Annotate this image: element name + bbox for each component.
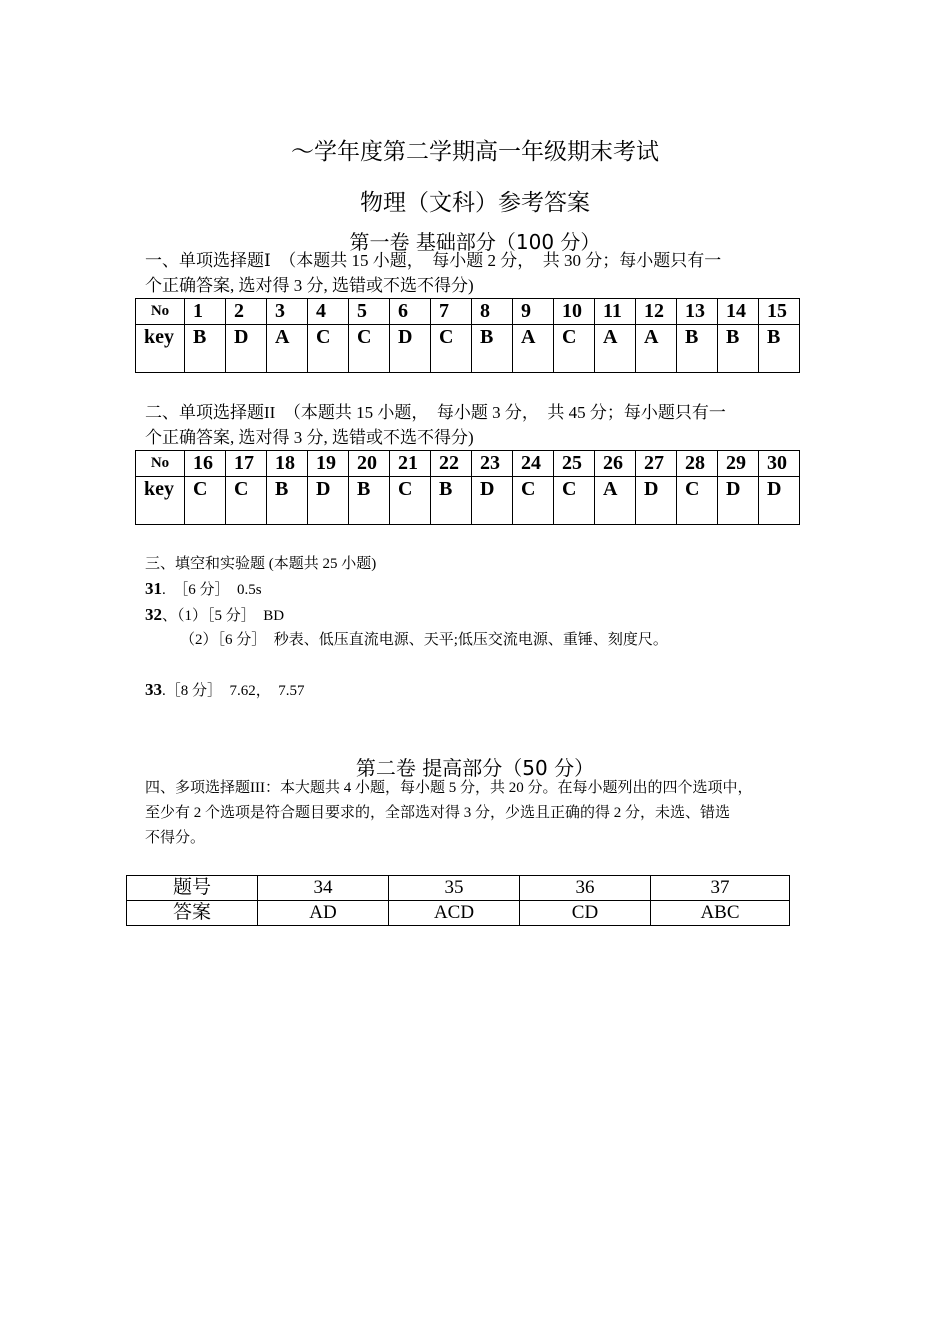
answer-cell: A — [636, 325, 677, 373]
question-number-label: 题号 — [127, 876, 258, 901]
answer-cell: D — [759, 477, 800, 525]
section2-line1: 二、单项选择题II （本题共 15 小题， 每小题 3 分， 共 45 分；每小题只有一 — [145, 403, 726, 422]
question-number: 1 — [185, 299, 226, 325]
exam-title: ～学年度第二学期高一年级期末考试 — [291, 139, 659, 165]
question-number: 27 — [636, 451, 677, 477]
answer-cell: B — [677, 325, 718, 373]
q33-text: .［8 分］ 7.62， 7.57 — [162, 683, 305, 699]
answer-cell: D — [226, 325, 267, 373]
answer-cell: B — [185, 325, 226, 373]
question-32-part2: （2）［6 分］ 秒表、低压直流电源、天平;低压交流电源、重锤、刻度尺。 — [180, 632, 668, 648]
question-number: 19 — [308, 451, 349, 477]
part2-heading: 第二卷 提高部分（50 分） — [355, 756, 595, 780]
section4-line2: 至少有 2 个选项是符合题目要求的，全部选对得 3 分，少选且正确的得 2 分，未选、错选 — [145, 805, 731, 821]
answer-cell: D — [718, 477, 759, 525]
no-label: No — [136, 451, 185, 477]
answer-cell: C — [349, 325, 390, 373]
section1-line1: 一、单项选择题Ⅰ （本题共 15 小题， 每小题 2 分， 共 30 分；每小题只有一 — [145, 251, 722, 270]
answer-cell: A — [595, 325, 636, 373]
no-label: No — [136, 299, 185, 325]
answer-cell: C — [431, 325, 472, 373]
answer-cell: ABC — [651, 901, 790, 926]
section1-line2: 个正确答案, 选对得 3 分, 选错或不选不得分) — [145, 276, 474, 295]
question-number: 26 — [595, 451, 636, 477]
question-number: 20 — [349, 451, 390, 477]
question-number: 34 — [258, 876, 389, 901]
question-number: 8 — [472, 299, 513, 325]
question-number: 36 — [520, 876, 651, 901]
key-label: key — [136, 477, 185, 525]
question-number: 6 — [390, 299, 431, 325]
answer-cell: B — [718, 325, 759, 373]
answer-cell: C — [226, 477, 267, 525]
section4-instructions — [145, 776, 825, 851]
section4-answer-table — [126, 875, 790, 926]
answer-cell: C — [677, 477, 718, 525]
section2-line2: 个正确答案, 选对得 3 分, 选错或不选不得分) — [145, 428, 474, 447]
answer-cell: A — [513, 325, 554, 373]
section1-answer-table — [135, 298, 800, 373]
question-number: 11 — [595, 299, 636, 325]
answer-cell: C — [554, 477, 595, 525]
answer-cell: D — [636, 477, 677, 525]
question-number: 22 — [431, 451, 472, 477]
question-number: 24 — [513, 451, 554, 477]
answer-cell: CD — [520, 901, 651, 926]
answer-cell: B — [472, 325, 513, 373]
section4-line3: 不得分。 — [145, 830, 206, 846]
answer-cell: A — [595, 477, 636, 525]
question-32-answer — [145, 604, 284, 627]
key-label: key — [136, 325, 185, 373]
section4-line1: 四、多项选择题III：本大题共 4 小题，每小题 5 分，共 20 分。在每小题列出的四个选项中， — [145, 780, 753, 796]
q33-number: 33 — [145, 680, 162, 699]
q32-text: 、（1）［5 分］ BD — [162, 608, 285, 624]
question-31-answer — [145, 578, 262, 601]
question-number: 21 — [390, 451, 431, 477]
question-33-answer — [145, 679, 305, 702]
question-number: 13 — [677, 299, 718, 325]
question-number: 9 — [513, 299, 554, 325]
section2-answer-table — [135, 450, 800, 525]
q31-number: 31 — [145, 579, 162, 598]
question-number: 29 — [718, 451, 759, 477]
answer-cell: B — [267, 477, 308, 525]
answer-cell: D — [390, 325, 431, 373]
answer-label: 答案 — [127, 901, 258, 926]
q31-text: . ［6 分］ 0.5s — [162, 582, 262, 598]
question-number: 18 — [267, 451, 308, 477]
section2-instructions — [145, 400, 815, 450]
answer-cell: B — [349, 477, 390, 525]
part1-heading: 第一卷 基础部分（100 分） — [349, 230, 601, 254]
question-number: 16 — [185, 451, 226, 477]
question-number: 12 — [636, 299, 677, 325]
answer-cell: A — [267, 325, 308, 373]
question-number: 23 — [472, 451, 513, 477]
question-number: 4 — [308, 299, 349, 325]
answer-cell: D — [308, 477, 349, 525]
question-number: 7 — [431, 299, 472, 325]
question-number: 37 — [651, 876, 790, 901]
answer-cell: C — [185, 477, 226, 525]
question-number: 17 — [226, 451, 267, 477]
question-number: 10 — [554, 299, 595, 325]
answer-cell: C — [390, 477, 431, 525]
question-number: 14 — [718, 299, 759, 325]
question-number: 25 — [554, 451, 595, 477]
question-number: 2 — [226, 299, 267, 325]
question-number: 28 — [677, 451, 718, 477]
answer-cell: B — [759, 325, 800, 373]
answer-cell: B — [431, 477, 472, 525]
answer-key-subtitle: 物理（文科）参考答案 — [360, 190, 590, 216]
section1-instructions — [145, 248, 815, 298]
answer-cell: AD — [258, 901, 389, 926]
question-number: 15 — [759, 299, 800, 325]
question-number: 3 — [267, 299, 308, 325]
question-number: 30 — [759, 451, 800, 477]
answer-cell: D — [472, 477, 513, 525]
question-number: 5 — [349, 299, 390, 325]
section3-heading: 三、填空和实验题 (本题共 25 小题) — [145, 556, 377, 572]
answer-cell: C — [554, 325, 595, 373]
answer-cell: ACD — [389, 901, 520, 926]
answer-cell: C — [308, 325, 349, 373]
question-number: 35 — [389, 876, 520, 901]
answer-cell: C — [513, 477, 554, 525]
q32-number: 32 — [145, 605, 162, 624]
